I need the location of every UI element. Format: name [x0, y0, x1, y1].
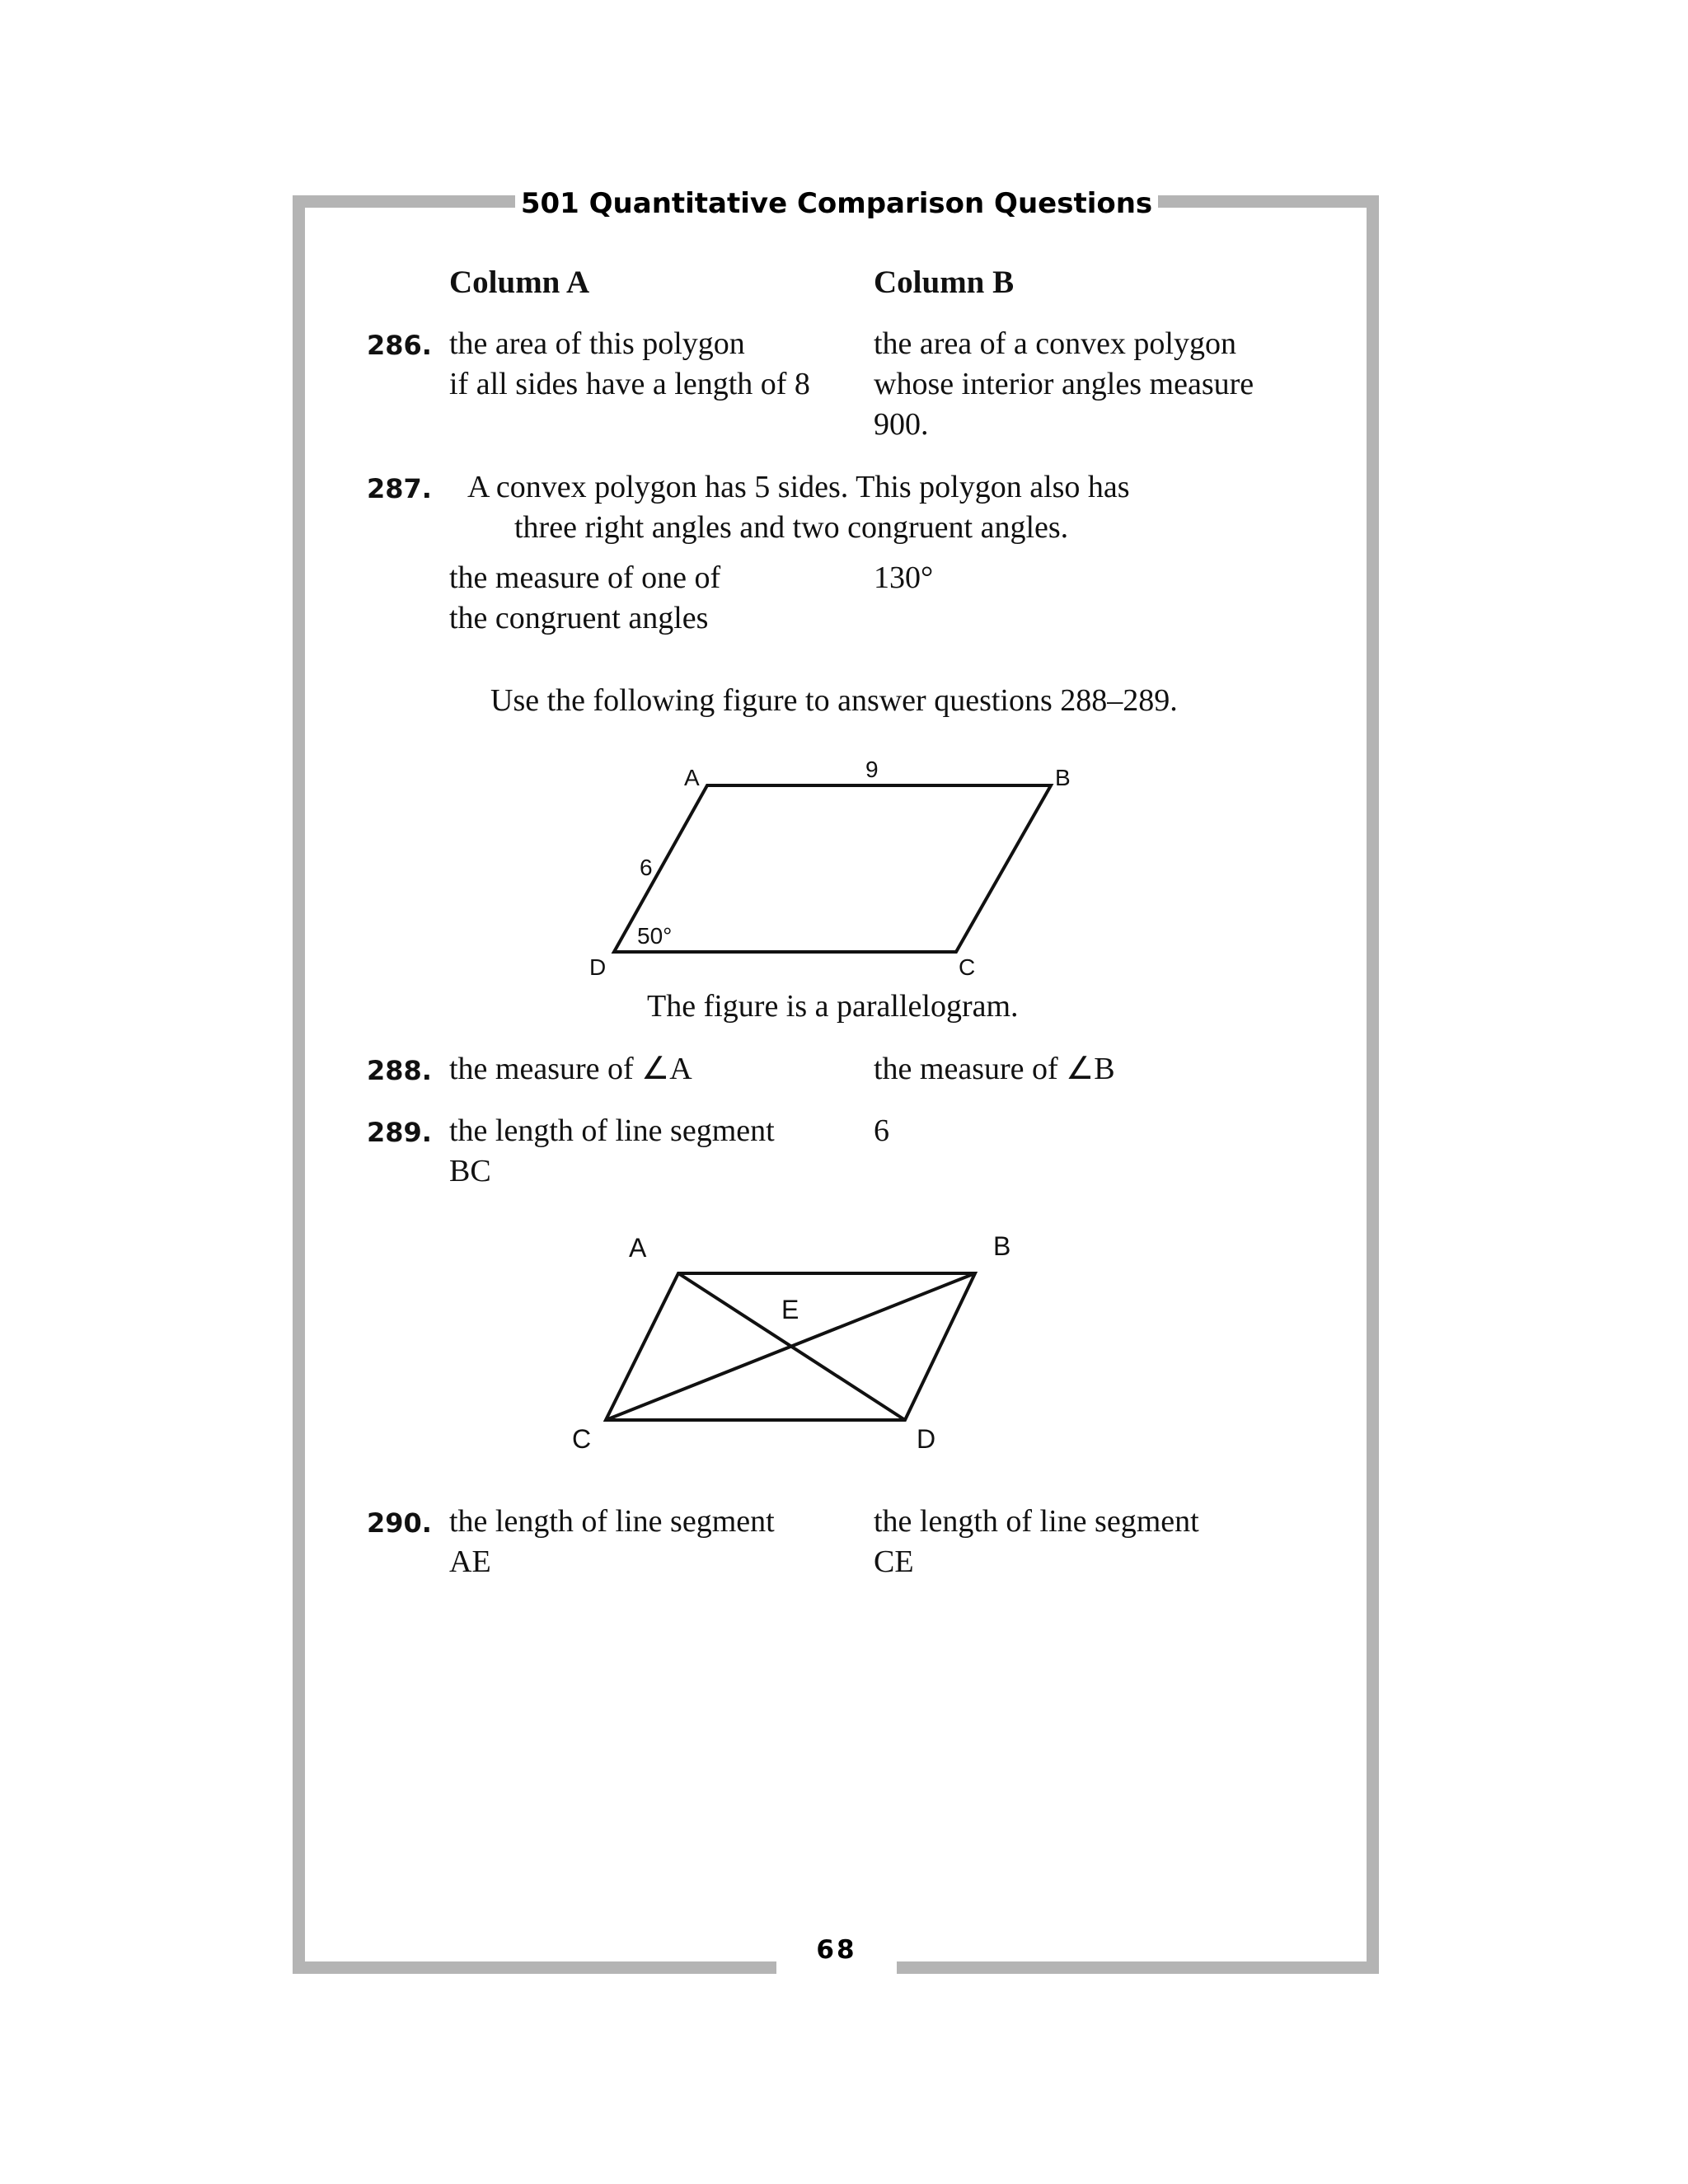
vertex-label-d: D [589, 954, 607, 980]
question-286-number: 286. [367, 330, 432, 361]
vertex-label-c: C [572, 1424, 592, 1454]
text-line: the length of line segment [449, 1113, 775, 1148]
vertex-label-a: A [629, 1233, 647, 1263]
text-line: BC [449, 1154, 491, 1188]
question-288-column-a: the measure of ∠A [449, 1052, 692, 1086]
text-line: if all sides have a length of 8 [449, 367, 810, 401]
text-line: 900. [874, 407, 929, 442]
text-line: the area of a convex polygon [874, 326, 1236, 361]
text-line: CE [874, 1544, 914, 1579]
question-290-number: 290. [367, 1507, 432, 1539]
question-289-column-b: 6 [874, 1113, 889, 1148]
side-label-left: 6 [640, 855, 653, 880]
text-line: the length of line segment [449, 1504, 775, 1539]
intersection-label-e: E [781, 1295, 799, 1324]
side-label-top: 9 [865, 757, 879, 782]
text-line: whose interior angles measure [874, 367, 1254, 401]
page-header-title: 501 Quantitative Comparison Questions [520, 187, 1153, 220]
column-b-heading: Column B [874, 265, 1015, 300]
text-line: the length of line segment [874, 1504, 1199, 1539]
angle-label: 50° [637, 923, 673, 949]
question-287-number: 287. [367, 473, 432, 504]
vertex-label-d: D [917, 1424, 936, 1454]
question-288-number: 288. [367, 1055, 432, 1086]
figure-1-instruction: Use the following figure to answer questions 288–289. [490, 683, 1178, 718]
vertex-label-b: B [1055, 765, 1071, 790]
question-289-number: 289. [367, 1117, 432, 1148]
text-line: AE [449, 1544, 491, 1579]
question-287-column-b: 130° [874, 560, 934, 595]
text-line: the measure of one of [449, 560, 721, 595]
question-290-column-b [874, 1502, 1199, 1582]
text-line: the area of this polygon [449, 326, 745, 361]
column-a-heading: Column A [449, 265, 590, 300]
text-line: three right angles and two congruent angles. [514, 510, 1069, 545]
vertex-label-b: B [993, 1231, 1011, 1261]
question-288-column-b: the measure of ∠B [874, 1052, 1115, 1086]
text-line: the congruent angles [449, 601, 709, 635]
page-number: 68 [816, 1935, 857, 1965]
figure-1-caption: The figure is a parallelogram. [647, 989, 1019, 1024]
text-line: A convex polygon has 5 sides. This polygon also has [467, 470, 1130, 504]
vertex-label-c: C [959, 954, 976, 980]
question-290-column-a [449, 1502, 775, 1582]
vertex-label-a: A [684, 765, 700, 790]
